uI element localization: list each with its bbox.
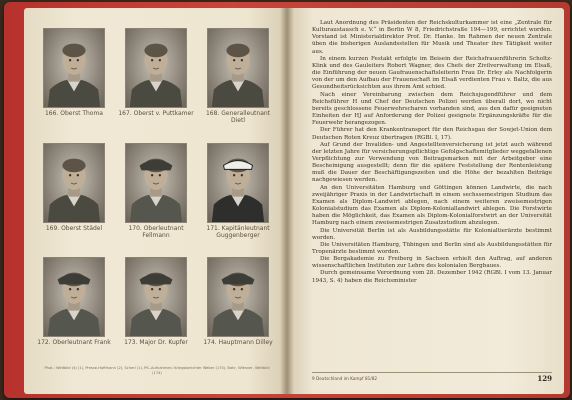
- portrait-caption: 171. Kapitänleutnant Guggenberger: [206, 224, 270, 239]
- portrait-cell: [118, 251, 194, 362]
- paragraph: Der Führer hat den Krankentransport für den Reichsgau der Sowjet-Union dem Deutschen Roten Kreuz übertragen (RGBl. I, 17).: [312, 127, 552, 141]
- portrait-photo: [125, 143, 187, 223]
- portrait-cell: [36, 251, 112, 362]
- page-footer: [312, 372, 552, 382]
- paragraph: Auf Grund der Invaliden- und Angestelltenversicherung ist jetzt auch während der letzten Jahre für versicherungspflichtige Gefolgschaftsmitglieder weggefallenen Verpflichtung zur Verwendung von Beitragsmarken mit der Arbeitgeber eine Bescheinigung ausgestellt; denn für die spätere Feststellung der Rentenleistung muß die Dauer der Beschäftigungszeiten und die Höhe der bezahlten Beiträge nachgewiesen werden.: [312, 141, 552, 184]
- portrait-caption: 167. Oberst v. Puttkamer: [118, 110, 194, 117]
- portrait-cell: [118, 22, 194, 133]
- paragraph: Laut Anordnung des Präsidenten der Reichskulturkammer ist eine „Zentrale für Kulturaustausch e. V.“ in Berlin W 8, Friedrichstraße 194—199, errichtet worden. Vorstand ist Ministerialdirektor Prof. Dr. Hanke. Im Rahmen der neuen Zentrale üben die bisherigen Auslandsstellen für Musik und Theater ihre Tätigkeit weiter aus.: [312, 20, 552, 55]
- portrait-caption: 174. Hauptmann Dilley: [203, 339, 273, 347]
- portrait-cell: [200, 137, 276, 248]
- photo-credit: Phot.: Weltbild (4) (1), Presse-Hoffmann (2), Scherl (1), PK.-Aufnahmen: Kriegsberichter Weber (170), Bahr, Wiesner, Weltbild (174): [44, 366, 270, 375]
- portrait-caption: 170. Oberleutnant Fellmann: [128, 224, 184, 239]
- paragraph: Durch gemeinsame Verordnung vom 28. Dezember 1942 (RGBl. I vom 13. Januar 1943, S. 4) haben die Reichsminister: [312, 270, 552, 284]
- portrait-cell: [36, 137, 112, 248]
- portrait-cell: [118, 137, 194, 248]
- paragraph: Nach einer Vereinbarung zwischen dem Reichsjugendführer und dem Reichsführer H und Chef der Deutschen Polizei werden überall dort, wo nicht bereits geschlossene Feuerwehrscharen vorhanden sind, aus den dafür geeigneten Einheiten der HJ auf Anforderung der Polizei geeignete Ergänzungskräfte für die Feuerwehr herangezogen.: [312, 91, 552, 127]
- portrait-caption: 169. Oberst Städel: [45, 224, 103, 232]
- portrait-caption: 172. Oberleutnant Frank: [37, 339, 111, 347]
- portrait-cell: [200, 251, 276, 362]
- portrait-photo: [207, 28, 269, 108]
- footer-note: 9 Deutschland im Kampf 81/82: [312, 376, 378, 381]
- portrait-grid: [36, 22, 274, 362]
- portrait-photo: [207, 143, 269, 223]
- book-gutter: [280, 8, 294, 394]
- portrait-photo: [125, 28, 187, 108]
- page-number: 129: [537, 374, 552, 383]
- paragraph: Die Universität Berlin ist als Ausbildungsstätte für Kolonialtierärzte bestimmt worden.: [312, 227, 552, 241]
- portrait-cell: [200, 22, 276, 133]
- portrait-cell: [36, 22, 112, 133]
- article-text: [312, 20, 552, 285]
- portrait-photo: [43, 143, 105, 223]
- portrait-photo: [125, 257, 187, 337]
- portrait-caption: 173. Major Dr. Kupfer: [124, 339, 188, 347]
- portrait-caption: 168. Generalleutnant Dietl: [205, 110, 271, 124]
- paragraph: In einem kurzen Festakt erfolgte im Beisein der Reichsfrauenführerin Scholtz-Klink und des Gauleiters Robert Wagner, des Chefs der Zivilverwaltung im Elsaß, die Einführung der neuen Gaufrauenschaftsleiterin Frau Dr. Erley als Nachfolgerin von der um den Aufbau der Frauenschaft im Elsaß verdienten Frau v. Baltz, die aus Gesundheitsrücksichten aus ihrem Amt schied.: [312, 55, 552, 91]
- portrait-photo: [43, 257, 105, 337]
- paragraph: Die Bergakademie zu Freiberg in Sachsen erhielt den Auftrag, auf anderen wissenschaftlichen Instituten zur Lehre des kolonialen Bergbaues.: [312, 256, 552, 270]
- paragraph: An den Universitäten Hamburg und Göttingen können Landwirte, die nach zweijähriger Praxis in der Landwirtschaft in einem sechssemestrigen Studium das Examen als Diplom-Landwirt ablegen, nach einem weiteren zweisemestrigen Kolonialstudium das Examen als Diplom-Koloniallandwirt ablegen. Die Forstwirte haben die Möglichkeit, das Examen als Diplom-Kolonialforstwirt an der Universität Hamburg nach einem zweisemestrigen Zusatzstudium abzulegen.: [312, 184, 552, 227]
- portrait-photo: [43, 28, 105, 108]
- portrait-caption: 166. Oberst Thoma: [44, 110, 103, 117]
- paragraph: Die Universitäten Hamburg, Tübingen und Berlin sind als Ausbildungsstätten für Tropenärzte bestimmt worden.: [312, 241, 552, 255]
- portrait-photo: [207, 257, 269, 337]
